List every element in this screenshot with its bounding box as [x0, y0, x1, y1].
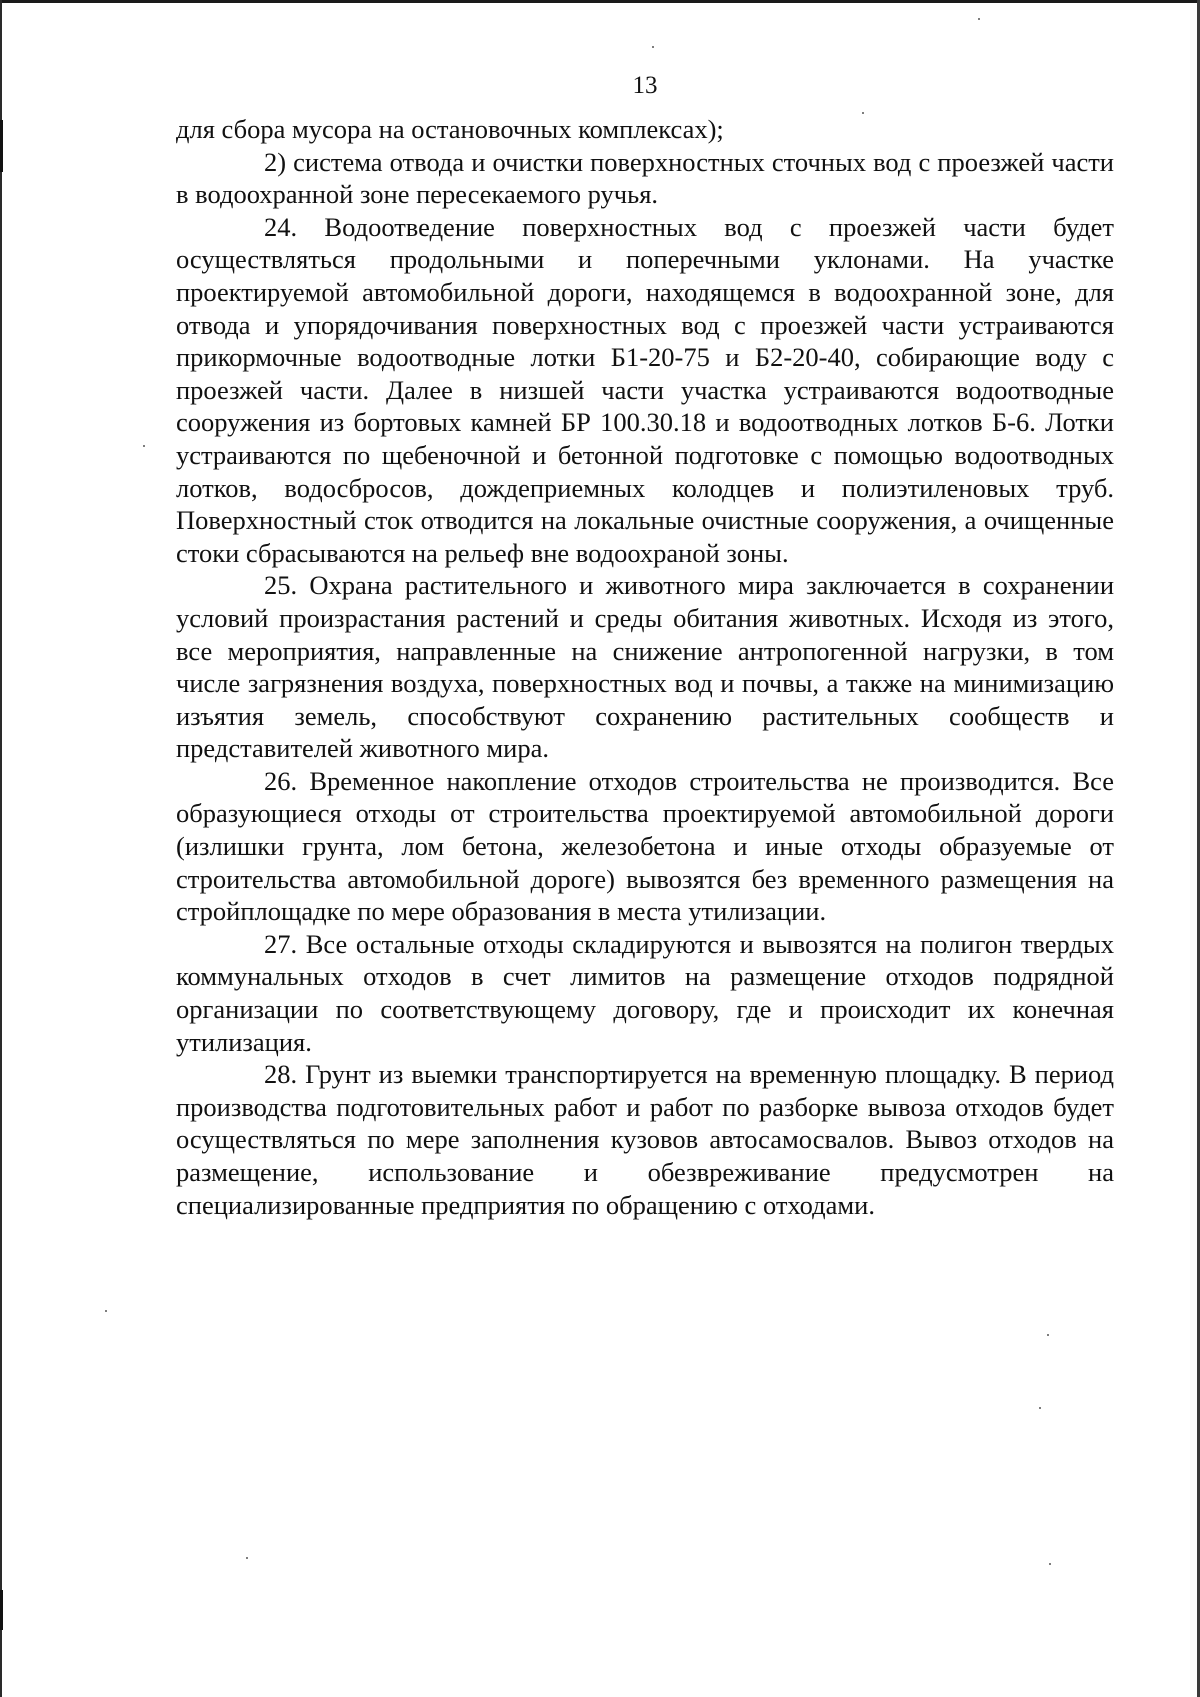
- scan-speck: [143, 445, 145, 447]
- scan-speck: [246, 1557, 248, 1559]
- paragraph-item-24: 24. Водоотведение поверхностных вод с проезжей части будет осуществляться продольными и поперечными уклонами. На участке проектируемой автомобильной дороги, находящемся в водоохранной зоне, для отвода и упорядочивания поверхностных вод с проезжей части устраиваются прикормочные водоотводные лотки Б1-20-75 и Б2-20-40, собирающие воду с проезжей части. Далее в низшей части участка устраиваются водоотводные сооружения из бортовых камней БР 100.30.18 и водоотводных лотков Б-6. Лотки устраиваются по щебеночной и бетонной подготовке с помощью водоотводных лотков, водосбросов, дождеприемных колодцев и полиэтиленовых труб. Поверхностный сток отводится на локальные очистные сооружения, а очищенные стоки сбрасываются на рельеф вне водоохраной зоны.: [176, 211, 1114, 568]
- scan-speck: [978, 18, 980, 20]
- document-body: [176, 113, 1114, 1221]
- scan-mark: [0, 1590, 3, 1630]
- paragraph-item-25: 25. Охрана растительного и животного мира заключается в сохранении условий произрастания растений и среды обитания животных. Исходя из этого, все мероприятия, направленные на снижение антропогенной нагрузки, в том числе загрязнения воздуха, поверхностных вод и почвы, а также на минимизацию изъятия земель, способствуют сохранению растительных сообществ и представителей животного мира.: [176, 570, 1114, 764]
- scan-speck: [1047, 1334, 1049, 1336]
- scan-border-top: [0, 0, 1200, 3]
- scan-speck: [652, 46, 654, 48]
- scan-speck: [1039, 1407, 1041, 1409]
- paragraph-item-2: 2) система отвода и очистки поверхностных сточных вод с проезжей части в водоохранной зоне пересекаемого ручья.: [176, 146, 1114, 210]
- scan-border-left: [0, 0, 2, 1697]
- scan-mark: [0, 120, 3, 172]
- scan-speck: [1049, 1563, 1051, 1565]
- scan-speck: [105, 1310, 107, 1312]
- paragraph-item-28: 28. Грунт из выемки транспортируется на временную площадку. В период производства подготовительных работ и работ по разборке вывоза отходов будет осуществляться по мере заполнения кузовов автосамосвалов. Вывоз отходов на размещение, использование и обезвреживание предусмотрен на специализированные предприятия по обращению с отходами.: [176, 1059, 1114, 1220]
- paragraph-item-26: 26. Временное накопление отходов строительства не производится. Все образующиеся отходы от строительства проектируемой автомобильной дороги (излишки грунта, лом бетона, железобетона и иные отходы образуемые от строительства автомобильной дороге) вывозятся без временного размещения на стройплощадке по мере образования в места утилизации.: [176, 765, 1114, 927]
- paragraph-item-27: 27. Все остальные отходы складируются и вывозятся на полигон твердых коммунальных отходов в счет лимитов на размещение отходов подрядной организации по соответствующему договору, где и происходит их конечная утилизация.: [176, 928, 1114, 1057]
- paragraph-continuation: для сбора мусора на остановочных комплексах);: [176, 114, 724, 144]
- page-number: 13: [632, 72, 658, 99]
